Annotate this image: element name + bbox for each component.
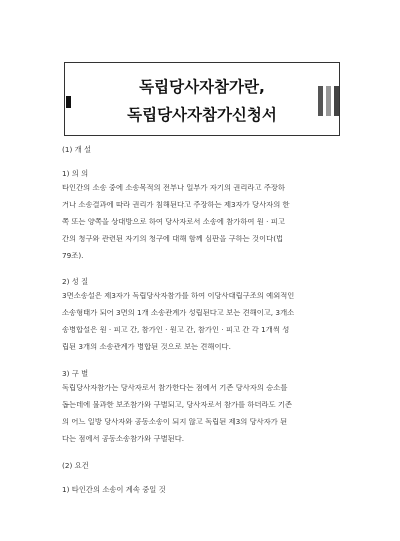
paragraph-line: 돕는데에 불과한 보조참가와 구별되고, 당사자로서 참가를 하더라도 기존 [62,400,293,409]
paragraph-line: 소송형태가 되어 3면의 1개 소송관계가 성립된다고 보는 견해이고, 3개소 [62,309,295,318]
document-title-line-2: 독립당사자참가신청서 [127,106,277,124]
subsection-heading-meaning: 1) 의 의 [62,169,89,178]
subsection-heading-nature: 2) 성 질 [62,277,89,287]
section-heading-requirements: (2) 요건 [62,460,89,470]
paragraph-line: 송병합설은 원 · 피고 간, 참가인 · 원고 간, 참가인 · 피고 간 각 1개씩 성 [62,326,290,335]
subsection-heading-pending-suit: 1) 타인간의 소송이 계속 중일 것 [62,484,166,494]
decorative-bar-right-3 [334,86,339,116]
paragraph-line: 79조). [62,251,84,260]
paragraph-line: 거나 소송결과에 따라 권리가 침해된다고 주장하는 제3자가 당사자의 한 [62,200,290,209]
paragraph-line: 다는 점에서 공동소송참가와 구별된다. [62,434,185,443]
title-box [64,62,340,136]
paragraph-line: 간의 청구와 관련된 자기의 청구에 대해 함께 심판을 구하는 것이다(법 [62,234,284,243]
paragraph-line: 독립당사자참가는 당사자로서 참가한다는 점에서 기존 당사자의 승소를 [62,384,288,393]
document-title-line-1: 독립당사자참가란, [139,78,265,96]
section-heading-overview: (1) 개 설 [62,145,92,154]
decorative-bar-right-1 [318,86,323,116]
decorative-bar-right-2 [326,86,331,116]
paragraph-line: 립된 3개의 소송관계가 병합된 것으로 보는 견해이다. [62,343,231,352]
subsection-heading-distinction: 3) 구 별 [62,369,89,379]
paragraph-line: 3면소송설은 제3자가 독립당사자참가를 하여 이당사대립구조의 예외적인 [62,292,295,301]
decorative-bar-left [66,96,71,108]
paragraph-line: 타인간의 소송 중에 소송목적의 전부나 일부가 자기의 권리라고 주장하 [62,184,285,192]
paragraph-line: 쪽 또는 양쪽을 상대방으로 하여 당사자로서 소송에 참가하여 원 · 피고 [62,217,285,226]
document-body [62,146,346,500]
paragraph-line: 의 어느 일방 당사자와 공동소송이 되지 않고 독립된 제3의 당사자가 된 [62,417,288,426]
